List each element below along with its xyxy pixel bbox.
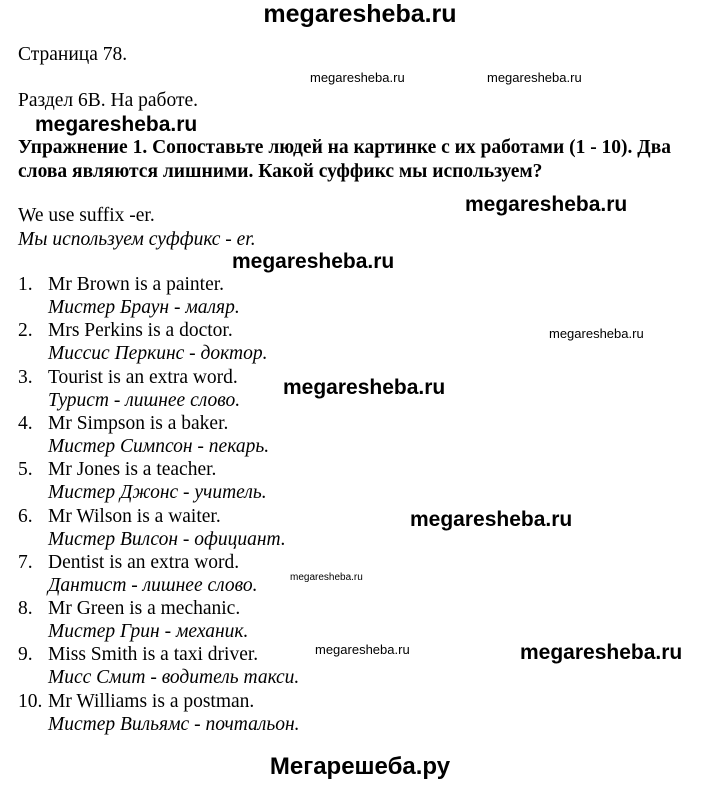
list-item-number: 2.: [18, 320, 33, 342]
watermark: megaresheba.ru: [520, 641, 683, 664]
watermark: megaresheba.ru: [310, 70, 405, 85]
site-header: megaresheba.ru: [263, 0, 457, 28]
watermark: megaresheba.ru: [283, 376, 446, 399]
list-item-number: 4.: [18, 412, 33, 434]
list-item-en: Mr Simpson is a baker.: [48, 412, 229, 434]
list-item-ru: Мисс Смит - водитель такси.: [48, 667, 300, 689]
list-item-en: Mr Brown is a painter.: [48, 274, 225, 295]
page-label: Страница 78.: [18, 44, 128, 65]
site-footer: Мегарешеба.ру: [269, 753, 451, 780]
watermark: megaresheba.ru: [549, 326, 644, 341]
list-item-number: 9.: [18, 644, 33, 666]
list-item-number: 1.: [18, 274, 33, 295]
watermark: megaresheba.ru: [465, 193, 628, 216]
list-item-en: Mr Wilson is a waiter.: [48, 505, 221, 527]
list-item-number: 6.: [18, 505, 33, 527]
list-item-en: Mrs Perkins is a doctor.: [48, 320, 233, 342]
list-item-number: 5.: [18, 459, 33, 481]
list-item-number: 10.: [18, 690, 43, 712]
list-item-ru: Мистер Симпсон - пекарь.: [48, 435, 270, 457]
list-item-en: Mr Green is a mechanic.: [48, 598, 241, 620]
list-item-ru: Турист - лишнее слово.: [48, 389, 241, 411]
watermark: megaresheba.ru: [35, 113, 198, 136]
section-title: Раздел 6В. На работе.: [18, 90, 199, 111]
watermark: megaresheba.ru: [315, 642, 410, 657]
watermark: megaresheba.ru: [290, 572, 363, 583]
watermark: megaresheba.ru: [487, 70, 582, 85]
list-item-ru: Мистер Вильямс - почтальон.: [48, 713, 300, 735]
list-item-number: 7.: [18, 551, 33, 573]
list-item-ru: Дантист - лишнее слово.: [48, 574, 258, 596]
watermark: megaresheba.ru: [232, 250, 395, 273]
answer-ru: Мы используем суффикс - er.: [18, 229, 256, 250]
list-item-en: Mr Jones is a teacher.: [48, 459, 217, 481]
watermark: megaresheba.ru: [410, 508, 573, 531]
list-item-en: Mr Williams is a postman.: [48, 690, 255, 712]
list-item-ru: Миссис Перкинс - доктор.: [48, 343, 268, 365]
list-item-number: 8.: [18, 598, 33, 620]
list-item-en: Miss Smith is a taxi driver.: [48, 644, 259, 666]
exercise-title-line1: Упражнение 1. Сопоставьте людей на картинке с их работами (1 - 10). Два: [18, 137, 672, 158]
answer-en: We use suffix -er.: [18, 205, 155, 226]
list-item-en: Tourist is an extra word.: [48, 366, 238, 388]
list-item-ru: Мистер Браун - маляр.: [48, 297, 240, 318]
list-item-ru: Мистер Грин - механик.: [48, 621, 249, 643]
exercise-title-line2: слова являются лишними. Какой суффикс мы используем?: [18, 161, 543, 182]
list-item-ru: Мистер Джонс - учитель.: [48, 482, 267, 504]
list-item-number: 3.: [18, 366, 33, 388]
list-item-ru: Мистер Вилсон - официант.: [48, 528, 286, 550]
list-item-en: Dentist is an extra word.: [48, 551, 240, 573]
